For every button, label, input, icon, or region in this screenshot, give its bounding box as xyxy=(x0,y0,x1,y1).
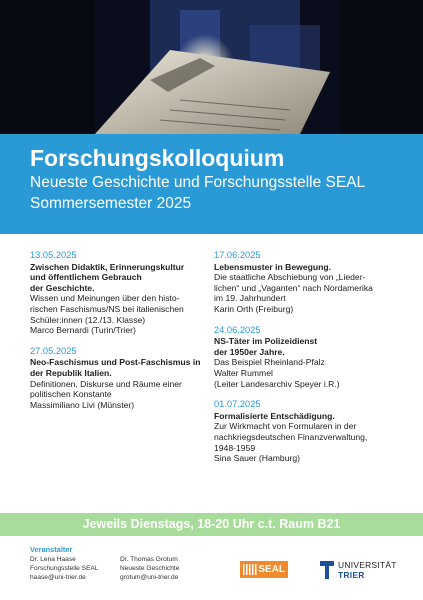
contact-grotum xyxy=(120,556,179,582)
event-description: Wissen und Meinungen über den histo- rischen Faschismus/NS bei italienischen Schüler:innen (12./13. Klasse) xyxy=(30,293,184,325)
seal-stripes-icon xyxy=(243,564,257,575)
page-title: Forschungskolloquium xyxy=(30,145,285,171)
event-item xyxy=(214,325,414,390)
university-city: TRIER xyxy=(338,570,365,580)
university-name: UNIVERSITÄT xyxy=(338,560,397,570)
event-description: Zur Wirkmacht von Formularen in der nachkriegsdeutschen Finanzverwaltung, 1948-1959 xyxy=(214,421,368,453)
subtitle-line-1: Neueste Geschichte und Forschungsstelle SEAL xyxy=(30,174,366,191)
event-title: Lebensmuster in Bewegung. xyxy=(214,261,331,272)
contact-name: Dr. Lena Haase xyxy=(30,556,76,563)
event-speaker: Karin Orth (Freiburg) xyxy=(214,303,294,314)
contact-name: Dr. Thomas Grotum xyxy=(120,556,178,563)
event-title: Zwischen Didaktik, Erinnerungskultur und öffentlichem Gebrauch der Geschichte. xyxy=(30,261,185,293)
organizers-label: Veranstalter xyxy=(30,545,73,554)
contact-email[interactable]: haase@uni-trier.de xyxy=(30,573,86,581)
event-item xyxy=(30,250,210,336)
seal-logo xyxy=(240,561,288,578)
event-date: 24.06.2025 xyxy=(214,324,261,335)
event-date: 01.07.2025 xyxy=(214,399,261,410)
event-description: Definitionen, Diskurse und Räume einer politischen Konstante xyxy=(30,378,182,400)
event-speaker: Marco Bernardi (Turin/Trier) xyxy=(30,325,136,336)
event-description: Das Beispiel Rheinland-Pfalz xyxy=(214,357,325,368)
subtitle-line-2: Sommersemester 2025 xyxy=(30,195,192,212)
event-item xyxy=(30,346,210,411)
event-item xyxy=(214,399,414,464)
event-title: Neo-Faschismus und Post-Faschismus in der Republik Italien. xyxy=(30,357,201,378)
contact-unit: Forschungsstelle SEAL xyxy=(30,564,99,572)
contact-unit: Neueste Geschichte xyxy=(120,564,180,572)
event-title: Formalisierte Entschädigung. xyxy=(214,410,335,421)
event-speaker: Walter Rummel (Leiter Landesarchiv Speyer i.R.) xyxy=(214,367,340,389)
university-trier-logo xyxy=(320,559,398,581)
event-item xyxy=(214,250,414,315)
seal-logo-text: SEAL xyxy=(258,564,285,575)
event-description: Die staatliche Abschiebung von „Lieder- lichen“ und „Vaganten“ nach Nordamerika im 19. Jahrhundert xyxy=(214,272,373,304)
contact-email[interactable]: grotum@uni-trier.de xyxy=(120,573,179,581)
events-column-right xyxy=(214,250,414,474)
title-banner xyxy=(0,134,423,234)
header-photo xyxy=(0,0,423,134)
footer xyxy=(30,541,415,597)
event-title: NS-Täter im Polizeidienst der 1950er Jahre. xyxy=(214,336,318,357)
contact-haase xyxy=(30,556,99,582)
event-date: 17.06.2025 xyxy=(214,250,261,260)
event-speaker: Sina Sauer (Hamburg) xyxy=(214,453,300,464)
event-date: 27.05.2025 xyxy=(30,345,77,356)
university-emblem-icon xyxy=(320,561,334,579)
archive-document-photo xyxy=(0,0,423,134)
event-speaker: Massimiliano Livi (Münster) xyxy=(30,399,135,410)
events-column-left xyxy=(30,250,210,420)
event-date: 13.05.2025 xyxy=(30,250,77,260)
schedule-bar: Jeweils Dienstags, 18-20 Uhr c.t. Raum B21 xyxy=(0,513,423,536)
